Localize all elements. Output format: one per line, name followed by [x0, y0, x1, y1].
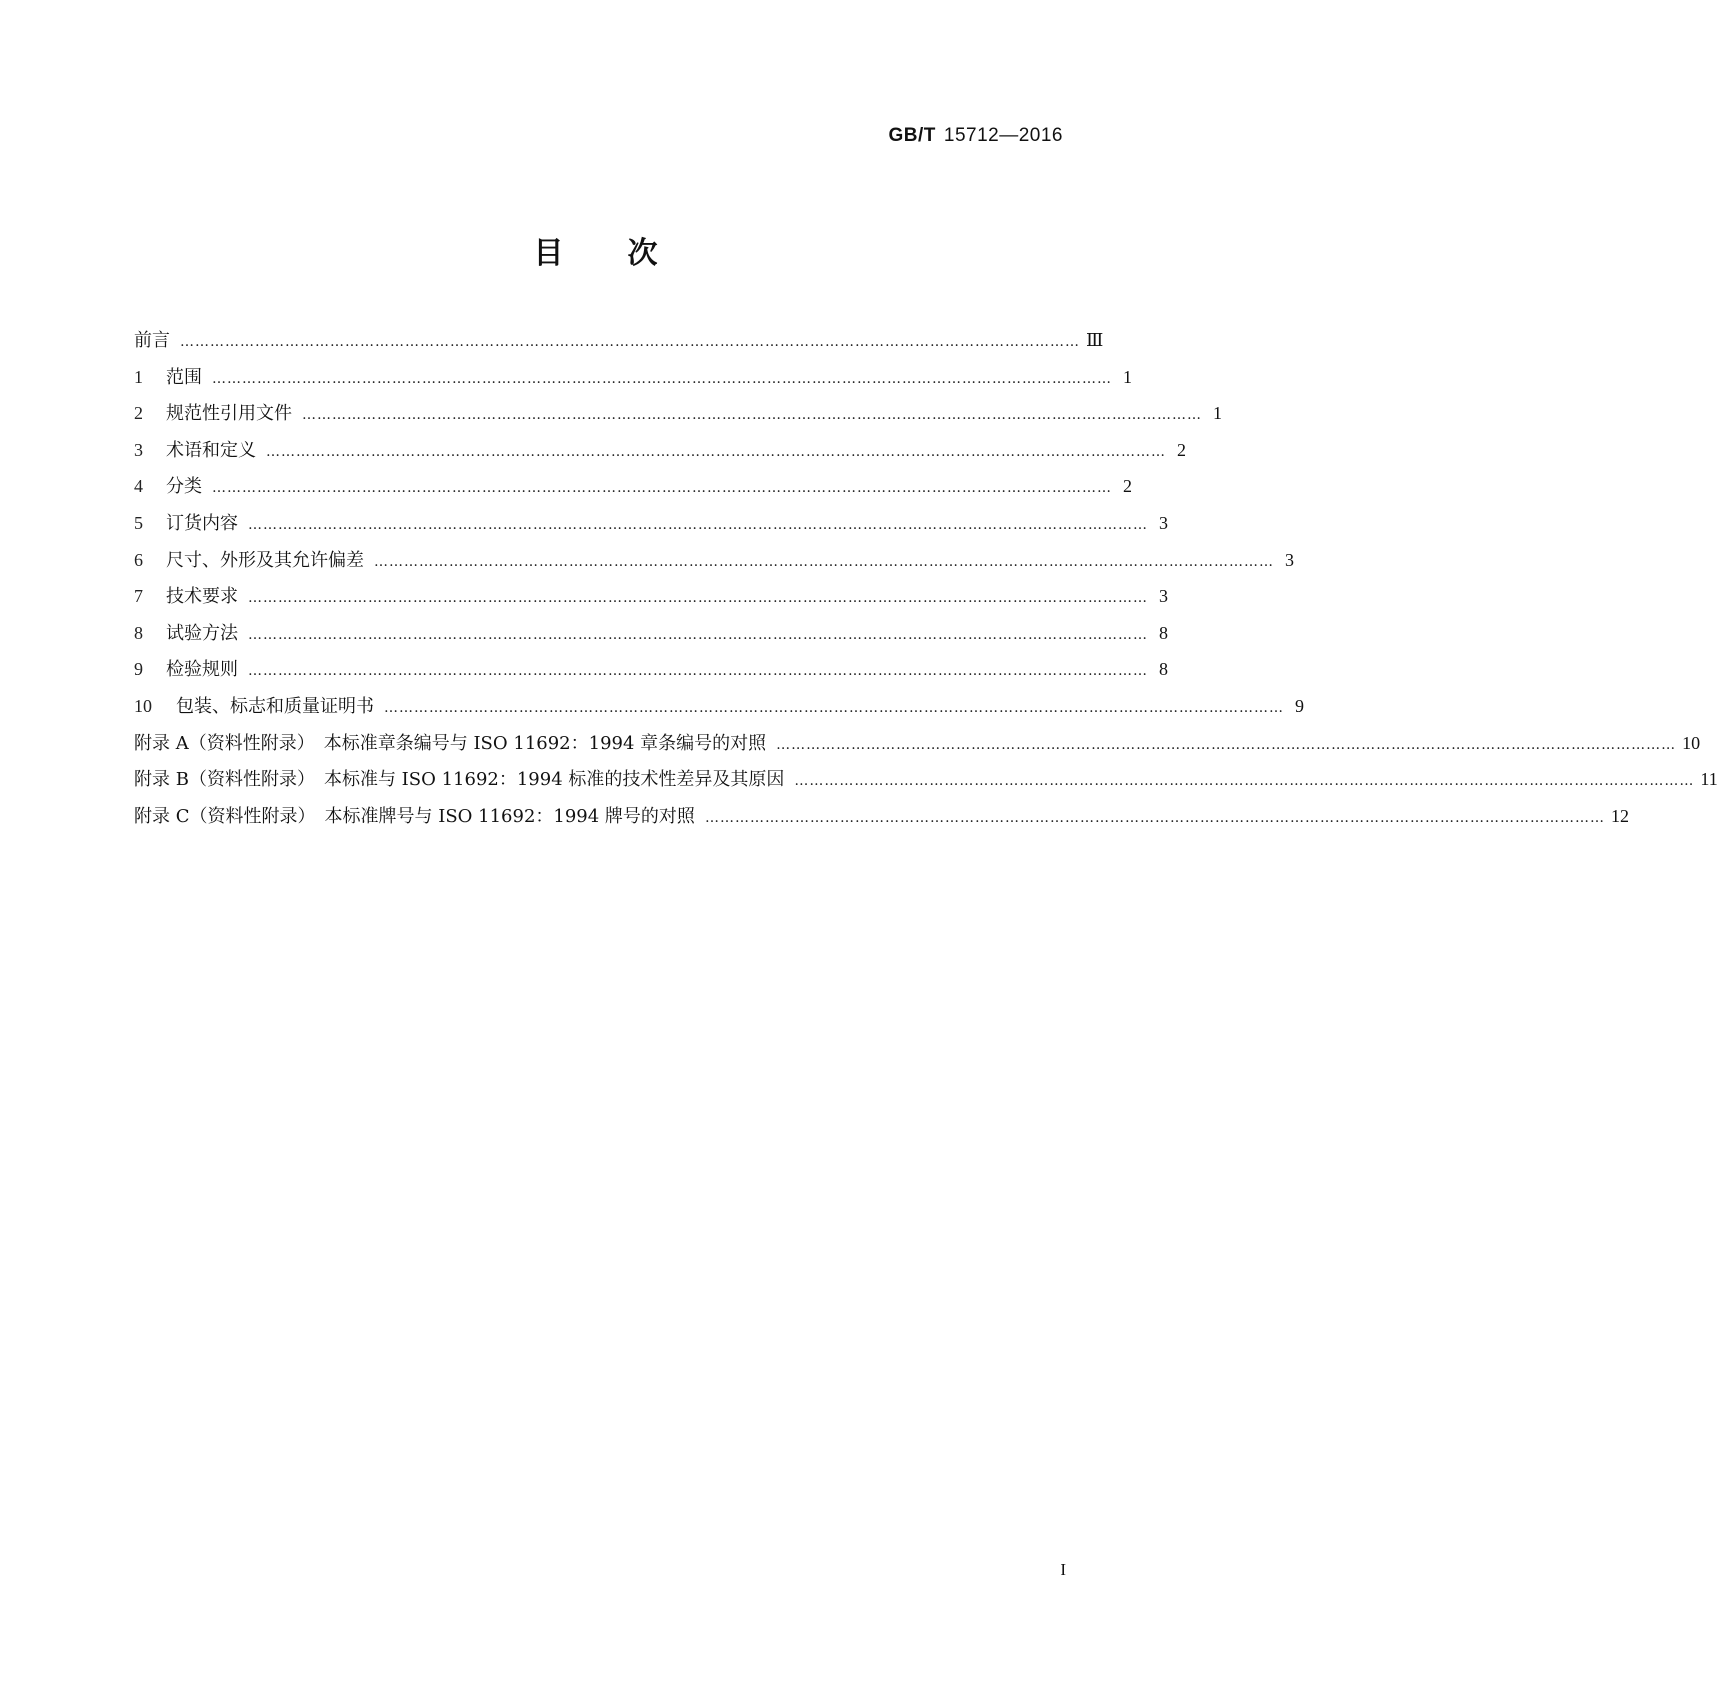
toc-entry-label: 附录 B（资料性附录） 本标准与 ISO 11692：1994 标准的技术性差异及其原因: [134, 769, 785, 791]
toc-entry-number: 1: [134, 366, 143, 387]
toc-entry-page: 12: [1610, 805, 1629, 826]
toc-entry-3[interactable]: [134, 436, 1186, 473]
standard-prefix: GB/T: [888, 125, 936, 146]
toc-entry-2[interactable]: [134, 399, 1222, 436]
toc-entry-10[interactable]: [134, 692, 1304, 729]
toc-entry-page: 8: [1159, 622, 1168, 643]
toc-entry-number: 6: [134, 549, 143, 570]
toc-entry-page: 11: [1700, 769, 1718, 790]
toc-entry-page: 8: [1159, 659, 1168, 680]
toc-entry-4[interactable]: [134, 472, 1132, 509]
toc-entry-number: 5: [134, 512, 143, 533]
toc-entry-6[interactable]: [134, 546, 1294, 583]
title-char-1: 目: [533, 236, 564, 271]
toc-entry-page: 3: [1285, 549, 1294, 570]
toc-entry-page: 3: [1159, 512, 1168, 533]
toc-entry-page: 2: [1177, 439, 1186, 460]
toc-leader-dots: ………………………………………………………………………………………………………………………………………………………………: [384, 699, 1284, 716]
toc-entry-number: 9: [134, 659, 143, 680]
toc-entry-appendix-c[interactable]: [134, 802, 1629, 839]
toc-entry-page: 1: [1123, 366, 1132, 387]
toc-entry-page: Ⅲ: [1086, 330, 1104, 350]
toc-leader-dots: ………………………………………………………………………………………………………………………………………………………………: [248, 590, 1148, 607]
toc-entry-number: 8: [134, 622, 143, 643]
toc-leader-dots: ………………………………………………………………………………………………………………………………………………………………: [794, 773, 1695, 790]
toc-entry-label: 范围: [166, 366, 202, 388]
toc-entry-5[interactable]: [134, 509, 1168, 546]
toc-entry-label: 尺寸、外形及其允许偏差: [166, 549, 364, 571]
page-title: [0, 228, 1191, 272]
toc-entry-label: 附录 C（资料性附录） 本标准牌号与 ISO 11692：1994 牌号的对照: [134, 805, 695, 827]
toc-leader-dots: ………………………………………………………………………………………………………………………………………………………………: [248, 663, 1148, 680]
toc-entry-page: 1: [1213, 403, 1222, 424]
toc-entry-label: 附录 A（资料性附录） 本标准章条编号与 ISO 11692：1994 章条编号的对照: [134, 732, 767, 754]
toc-leader-dots: ………………………………………………………………………………………………………………………………………………………………: [302, 407, 1202, 424]
toc-leader-dots: ………………………………………………………………………………………………………………………………………………………………: [266, 443, 1166, 460]
toc-entry-label: 订货内容: [166, 512, 238, 534]
toc-entry-7[interactable]: [134, 582, 1168, 619]
toc-leader-dots: ………………………………………………………………………………………………………………………………………………………………: [248, 626, 1148, 643]
toc-entry-label: 前言: [134, 330, 170, 351]
toc-entry-page: 2: [1123, 476, 1132, 497]
toc-entry-label: 分类: [166, 476, 202, 498]
toc-leader-dots: ………………………………………………………………………………………………………………………………………………………………: [776, 736, 1677, 753]
toc-leader-dots: ………………………………………………………………………………………………………………………………………………………………: [704, 809, 1605, 826]
toc-leader-dots: ………………………………………………………………………………………………………………………………………………………………: [374, 553, 1274, 570]
toc-entry-number: 4: [134, 476, 143, 497]
toc-entry-appendix-a[interactable]: [134, 729, 1701, 766]
standard-number: 15712—2016: [943, 125, 1063, 146]
toc-entry-label: 试验方法: [166, 622, 238, 644]
standard-code: [889, 125, 1064, 147]
toc-entry-8[interactable]: [134, 619, 1168, 656]
toc-entry-label: 包装、标志和质量证明书: [176, 695, 374, 717]
toc-leader-dots: ………………………………………………………………………………………………………………………………………………………………: [212, 370, 1112, 387]
table-of-contents: [134, 326, 1718, 838]
page-number: I: [1060, 1560, 1066, 1579]
toc-leader-dots: ………………………………………………………………………………………………………………………………………………………………: [248, 516, 1148, 533]
toc-entry-number: 7: [134, 586, 143, 607]
toc-entry-number: 2: [134, 403, 143, 424]
toc-entry-page: 10: [1682, 732, 1701, 753]
toc-entry-9[interactable]: [134, 655, 1168, 692]
toc-entry-label: 规范性引用文件: [166, 403, 292, 425]
toc-entry-number: 10: [134, 695, 152, 716]
toc-entry-page: 9: [1295, 695, 1304, 716]
toc-entry-appendix-b[interactable]: [134, 765, 1718, 802]
toc-entry-label: 检验规则: [166, 659, 238, 681]
toc-leader-dots: ………………………………………………………………………………………………………………………………………………………………: [180, 334, 1080, 350]
toc-entry-label: 术语和定义: [166, 439, 256, 461]
toc-entry-number: 3: [134, 439, 143, 460]
toc-entry-label: 技术要求: [166, 586, 238, 608]
toc-leader-dots: ………………………………………………………………………………………………………………………………………………………………: [212, 480, 1112, 497]
toc-entry-1[interactable]: [134, 363, 1132, 400]
title-char-2: 次: [627, 236, 658, 271]
toc-entry-page: 3: [1159, 586, 1168, 607]
toc-entry-foreword[interactable]: [134, 326, 1104, 363]
